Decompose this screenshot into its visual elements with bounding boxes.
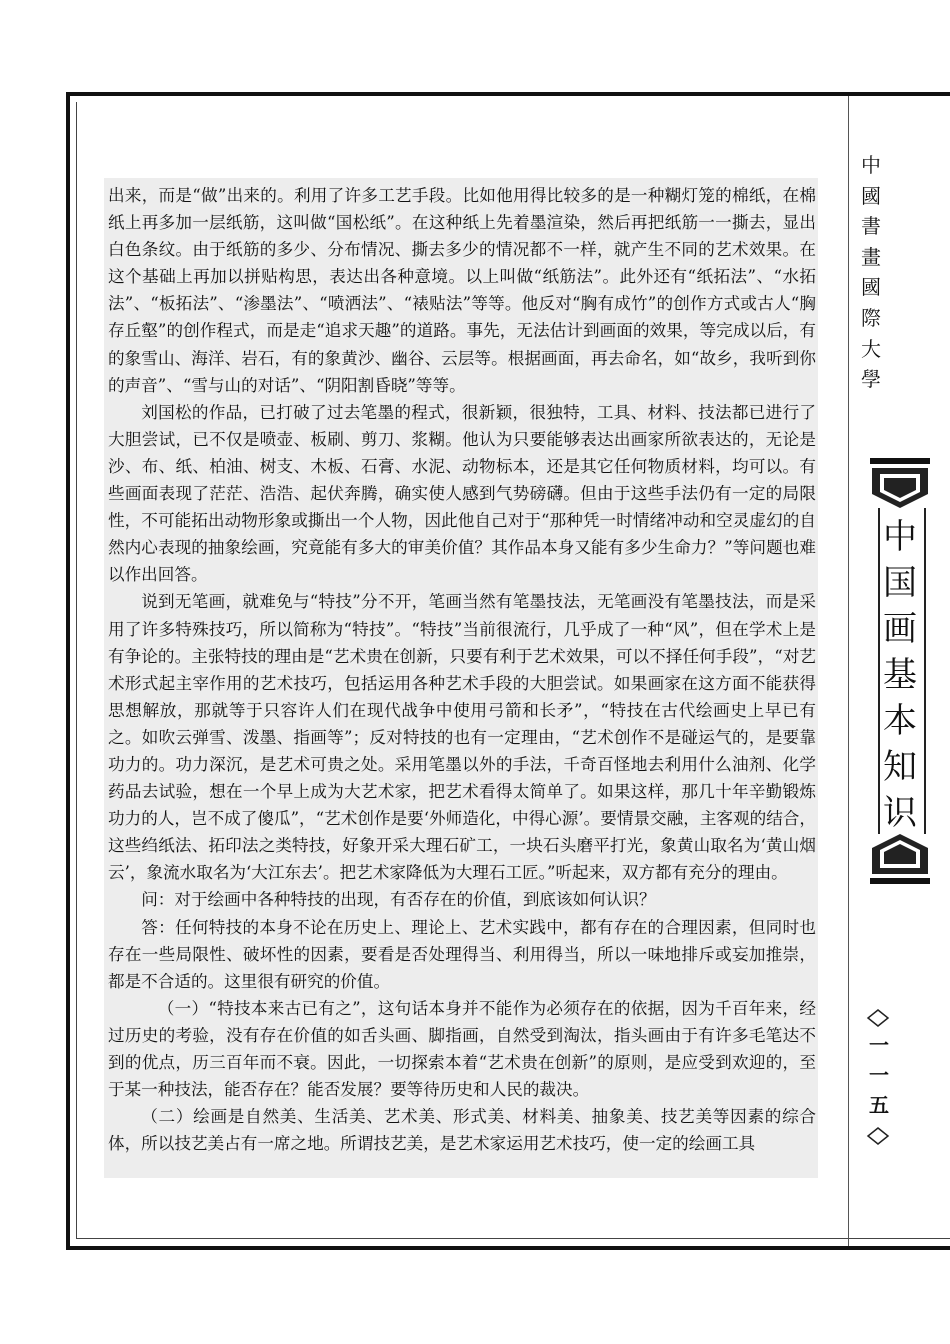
- page-frame-inner-left: [76, 102, 77, 1239]
- book-title-char: 识: [883, 793, 917, 833]
- series-title-char: 大: [861, 336, 881, 361]
- question-paragraph: 问：对于绘画中各种特技的出现，有否存在的价值，到底该如何认识？: [141, 890, 656, 910]
- series-title-char: 中: [861, 153, 881, 177]
- diamond-ornament-icon: [866, 1126, 890, 1146]
- series-title-char: 國: [861, 275, 881, 300]
- series-title: [858, 150, 884, 395]
- page-frame-top: [66, 92, 950, 96]
- book-title-char: 中: [883, 517, 917, 557]
- diamond-ornament-icon: [866, 1008, 890, 1028]
- book-title-char: 基: [883, 655, 917, 695]
- margin-divider: [848, 96, 849, 1246]
- series-title-char: 學: [861, 367, 881, 392]
- cartouche-bottom-ornament: [870, 832, 930, 884]
- paragraph: （一）“特技本来古已有之”，这句话本身并不能作为必须存在的依据，因为千百年来，经过历史的考验，没有存在价值的如舌头画、脚指画，自然受到淘汰，指头画由于有许多毛笔达不到的优点，历三百年而不衰。因此，一切探索本着“艺术贵在创新”的原则，是应受到欢迎的，至于某一种技法，能否存在？能否发展？要等待历史和人民的裁决。: [108, 998, 816, 1100]
- book-title: [872, 514, 928, 836]
- series-title-char: 際: [861, 305, 881, 330]
- page-number-char: 一: [869, 1033, 889, 1057]
- paragraph: 刘国松的作品，已打破了过去笔墨的程式，很新颖，很独特，工具、材料、技法都已进行了大胆尝试，已不仅是喷壶、板刷、剪刀、浆糊。他认为只要能够表达出画家所欲表达的，无论是沙、布、纸、柏油、树支、木板、石膏、水泥、动物标本，还是其它任何物质材料，均可以。有些画面表现了茫茫、浩浩、起伏奔腾，确实使人感到气势磅礴。但由于这些手法仍有一定的局限性，不可能拓出动物形象或撕出一个人物，因此他自己对于“那种凭一时情绪冲动和空灵虚幻的自然内心表现的抽象绘画，究竟能有多大的审美价值？其作品本身又能有多少生命力？”等问题也难以作出回答。: [108, 402, 816, 585]
- book-title-char: 本: [883, 701, 917, 741]
- page-number-char: 一: [869, 1063, 889, 1087]
- paragraph: （二）绘画是自然美、生活美、艺术美、形式美、材料美、抽象美、技艺美等因素的综合体，所以技艺美占有一席之地。所谓技艺美，是艺术家运用艺术技巧，使一定的绘画工具: [108, 1107, 816, 1154]
- page-number: [864, 1030, 894, 1120]
- series-title-char: 國: [861, 183, 881, 208]
- paragraph: 出来，而是“做”出来的。利用了许多工艺手段。比如他用得比较多的是一种糊灯笼的棉纸，在棉纸上再多加一层纸筋，这叫做“国松纸”。在这种纸上先着墨渲染，然后再把纸筋一一撕去，显出白色条纹。由于纸筋的多少、分布情况、撕去多少的情况都不一样，就产生不同的艺术效果。在这个基础上再加以拼贴构思，表达出各种意境。以上叫做“纸筋法”。此外还有“纸拓法”、“水拓法”、“板拓法”、“渗墨法”、“喷洒法”、“裱贴法”等等。他反对“胸有成竹”的创作方式或古人“胸存丘壑”的创作程式，而是走“追求天趣”的道路。事先，无法估计到画面的效果，等完成以后，有的象雪山、海洋、岩石，有的象黄沙、幽谷、云层等。根据画面，再去命名，如“故乡，我听到你的声音”、“雪与山的对话”、“阴阳割昏晓”等等。: [108, 186, 816, 395]
- book-title-char: 知: [883, 747, 917, 787]
- series-title-char: 畫: [861, 244, 881, 269]
- article-body: [108, 182, 816, 1157]
- book-title-char: 国: [883, 563, 917, 603]
- page-number-char: 五: [869, 1093, 889, 1117]
- page-frame-bottom: [66, 1246, 950, 1250]
- answer-paragraph: 答：任何特技的本身不论在历史上、理论上、艺术实践中，都有存在的合理因素，但同时也存在一些局限性、破坏性的因素，要看是否处理得当、利用得当，所以一味地排斥或妄加推崇，都是不合适的。这里很有研究的价值。: [108, 917, 816, 991]
- page-frame-left: [66, 92, 70, 1250]
- book-title-char: 画: [883, 609, 917, 649]
- page-frame-inner-bottom: [76, 1238, 950, 1239]
- paragraph: 说到无笔画，就难免与“特技”分不开，笔画当然有笔墨技法，无笔画没有笔墨技法，而是采用了许多特殊技巧，所以简称为“特技”。“特技”当前很流行，几乎成了一种“风”，但在学术上是有争论的。主张特技的理由是“艺术贵在创新，只要有利于艺术效果，可以不择任何手段”，“对艺术形式起主宰作用的艺术技巧，包括运用各种艺术手段的大胆尝试。如果画家在这方面不能获得思想解放，那就等于只容许人们在现代战争中使用弓箭和长矛”，“特技在古代绘画史上早已有之。如吹云弹雪、泼墨、指画等”；反对特技的也有一定理由，“艺术创作不是碰运气的，是要靠功力的。功力深沉，是艺术可贵之处。采用笔墨以外的手法，千奇百怪地去利用什么油剂、化学药品去试验，想在一个早上成为大艺术家，把艺术看得太简单了。如果这样，那几十年辛勤锻炼功力的人，岂不成了傻瓜”，“艺术创作是要‘外师造化，中得心源’。要情景交融，主客观的结合，这些绉纸法、拓印法之类特技，好象开采大理石矿工，一块石头磨平打光，象黄山取名为‘黄山烟云’，象流水取名为‘大江东去’。把艺术家降低为大理石工匠。”听起来，双方都有充分的理由。: [108, 592, 816, 883]
- series-title-char: 書: [861, 214, 881, 239]
- cartouche-top-ornament: [870, 458, 930, 510]
